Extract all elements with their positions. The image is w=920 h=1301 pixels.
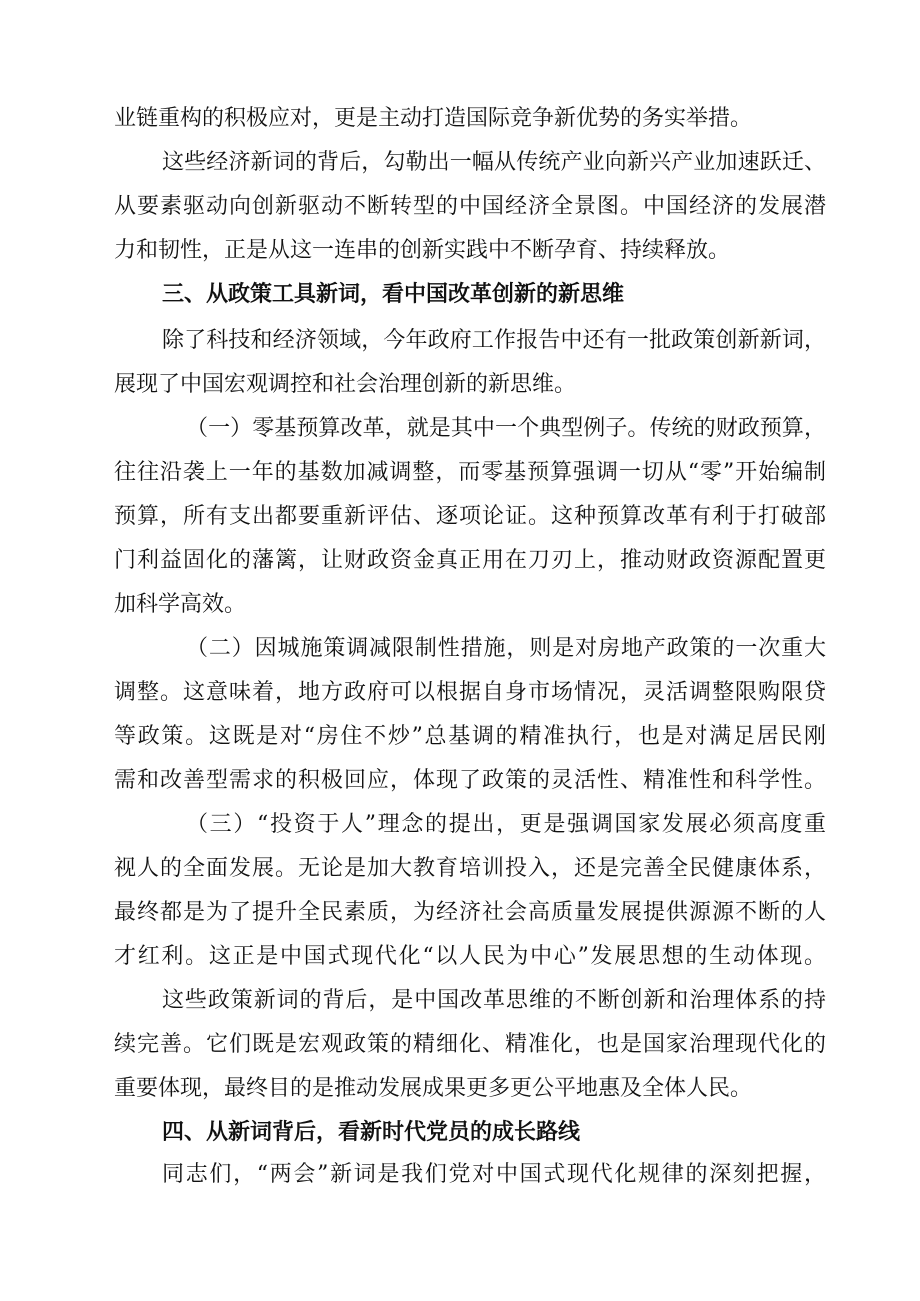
section-heading: 四、从新词背后，看新时代党员的成长路线 (162, 1120, 581, 1145)
text-line: 同志们，“两会”新词是我们党对中国式现代化规律的深刻把握， (162, 1162, 826, 1187)
text-line: 续完善。它们既是宏观政策的精细化、精准化，也是国家治理现代化的 (114, 1032, 826, 1057)
text-line: （二）因城施策调减限制性措施，则是对房地产政策的一次重大 (186, 636, 826, 661)
text-line: 最终都是为了提升全民素质，为经济社会高质量发展提供源源不断的人 (114, 900, 826, 925)
text-line: 门利益固化的藩篱，让财政资金真正用在刀刃上，推动财政资源配置更 (114, 548, 826, 573)
text-line: 从要素驱动向创新驱动不断转型的中国经济全景图。中国经济的发展潜 (114, 194, 826, 219)
text-line: 需和改善型需求的积极回应，体现了政策的灵活性、精准性和科学性。 (114, 768, 826, 793)
text-line: 才红利。这正是中国式现代化“以人民为中心”发展思想的生动体现。 (114, 944, 826, 969)
text-line: （三）“投资于人”理念的提出，更是强调国家发展必须高度重 (186, 812, 826, 837)
text-line: 这些政策新词的背后，是中国改革思维的不断创新和治理体系的持 (162, 988, 826, 1013)
text-line: 调整。这意味着，地方政府可以根据自身市场情况，灵活调整限购限贷 (114, 680, 826, 705)
text-line: 等政策。这既是对“房住不炒”总基调的精准执行，也是对满足居民刚 (114, 724, 826, 749)
text-line: 加科学高效。 (114, 592, 247, 617)
text-line: 预算，所有支出都要重新评估、逐项论证。这种预算改革有利于打破部 (114, 504, 826, 529)
text-line: 这些经济新词的背后，勾勒出一幅从传统产业向新兴产业加速跃迁、 (162, 150, 826, 175)
text-line: 展现了中国宏观调控和社会治理创新的新思维。 (114, 372, 577, 397)
section-heading: 三、从政策工具新词，看中国改革创新的新思维 (162, 282, 625, 307)
text-line: 力和韧性，正是从这一连串的创新实践中不断孕育、持续释放。 (114, 238, 731, 263)
text-line: 视人的全面发展。无论是加大教育培训投入，还是完善全民健康体系， (114, 856, 826, 881)
text-line: 业链重构的积极应对，更是主动打造国际竞争新优势的务实举措。 (114, 106, 753, 131)
text-line: （一）零基预算改革，就是其中一个典型例子。传统的财政预算， (186, 416, 826, 441)
text-line: 往往沿袭上一年的基数加减调整，而零基预算强调一切从“零”开始编制 (114, 460, 826, 485)
text-line: 重要体现，最终目的是推动发展成果更多更公平地惠及全体人民。 (114, 1076, 753, 1101)
text-line: 除了科技和经济领域，今年政府工作报告中还有一批政策创新新词， (162, 328, 826, 353)
